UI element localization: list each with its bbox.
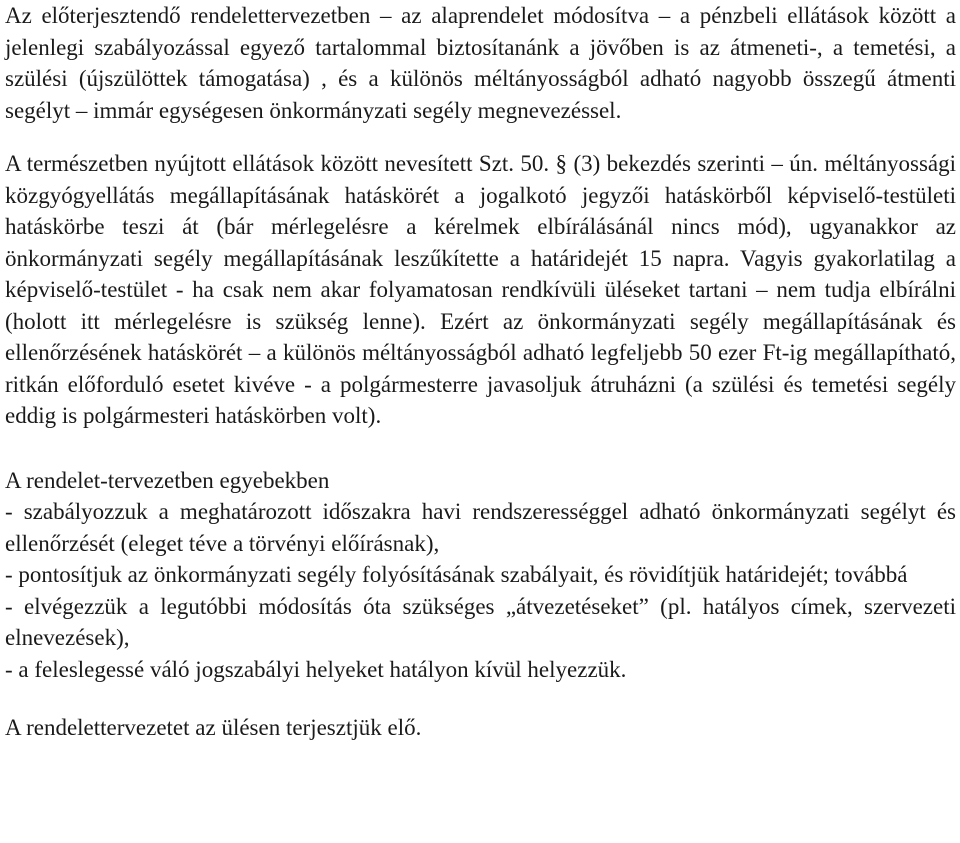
amendments-list	[5, 465, 956, 686]
list-item: - pontosítjuk az önkormányzati segély folyósításának szabályait, és rövidítjük határidejét; továbbá	[5, 562, 908, 587]
paragraph-hataskor: A természetben nyújtott ellátások között nevesített Szt. 50. § (3) bekezdés szerinti – ún. méltányossági közgyógyellátás megállapításának hatáskörét a jogalkotó jegyzői hatáskörből képviselő-testületi hatáskörbe teszi át (bár mérlegelésre a kérelmek elbírálásánál nincs mód), ugyanakkor az önkormányzati segély megállapításának leszűkítette a határidejét 15 napra. Vagyis gyakorlatilag a képviselő-testület - ha csak nem akar folyamatosan rendkívüli üléseket tartani – nem tudja elbírálni (holott itt mérlegelésre is szükség lenne). Ezért az önkormányzati segély megállapításának és ellenőrzésének hatáskörét – a különös méltányosságból adható legfeljebb 50 ezer Ft-ig megállapítható, ritkán előforduló esetet kivéve - a polgármesterre javasoljuk átruházni (a szülési és temetési segély eddig is polgármesteri hatáskörben volt).	[5, 151, 956, 428]
list-item: - szabályozzuk a meghatározott időszakra havi rendszerességgel adható önkormányzati segélyt és ellenőrzését (eleget téve a törvényi előírásnak),	[5, 499, 956, 556]
paragraph-spacer	[5, 685, 956, 712]
list-item: - elvégezzük a legutóbbi módosítás óta szükséges „átvezetéseket” (pl. hatályos címek, szervezeti elnevezések),	[5, 593, 956, 650]
paragraph-segelyek: Az előterjesztendő rendelettervezetben – az alaprendelet módosítva – a pénzbeli ellátások között a jelenlegi szabályozással egyező tartalommal biztosítanánk a jövőben is az átmeneti-, a temetési, a szülési (újszülöttek támogatása) , és a különös méltányosságból adható nagyobb összegű átmenti segélyt – immár egységesen önkormányzati segély megnevezéssel.	[5, 3, 956, 123]
closing-sentence: A rendelettervezetet az ülésen terjesztjük elő.	[5, 715, 422, 740]
paragraph-spacer	[5, 432, 956, 465]
list-item: - a feleslegessé váló jogszabályi helyeket hatályon kívül helyezzük.	[5, 656, 627, 682]
paragraph-spacer	[5, 126, 956, 148]
list-intro: A rendelet-tervezetben egyebekben	[5, 467, 330, 493]
